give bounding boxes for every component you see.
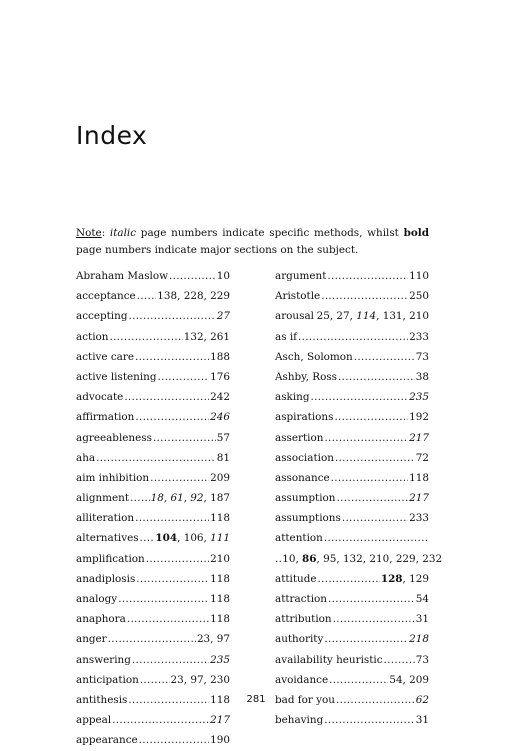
page-ref: 118 [210, 593, 230, 605]
page-ref: 176 [210, 370, 230, 383]
page-number: 281 [246, 694, 266, 705]
index-term: active care [76, 350, 134, 363]
page-ref: 31 [415, 613, 429, 626]
page-ref: 73 [415, 653, 429, 666]
index-term: attraction [275, 593, 327, 605]
index-term: appeal [76, 714, 112, 727]
index-entry [275, 710, 429, 730]
page-ref: 138, 228, 229 [157, 290, 230, 303]
page-ref: 118 [210, 693, 230, 706]
index-pages [210, 609, 230, 629]
index-entry [275, 589, 429, 609]
index-pages [317, 306, 429, 326]
index-entry [76, 670, 230, 690]
index-pages [409, 629, 429, 649]
dot-leader [140, 670, 170, 690]
page-ref: 192 [409, 411, 429, 424]
index-pages [210, 710, 230, 730]
index-pages [197, 629, 230, 649]
index-pages [210, 367, 230, 387]
index-entry [275, 327, 429, 347]
page-ref: 209 [210, 471, 230, 484]
index-pages [416, 650, 429, 670]
page-ref: 235 [210, 653, 230, 666]
index-term: Asch, Solomon [275, 350, 353, 363]
page-ref: 210 [210, 552, 230, 565]
page-ref: 23, 97 [196, 633, 230, 646]
page-ref: 118 [210, 572, 230, 585]
page-ref: 31 [415, 714, 429, 727]
note-bold-word: bold [403, 227, 429, 240]
dot-leader [132, 650, 209, 670]
index-pages [416, 448, 429, 468]
index-column-right [275, 266, 443, 730]
page-ref: 86 [302, 552, 317, 565]
page-ref: 217 [409, 431, 429, 444]
index-entry [275, 266, 429, 286]
index-entry [275, 508, 429, 528]
index-entry [76, 428, 230, 448]
page-ref: 118 [409, 471, 429, 484]
dot-leader [112, 710, 209, 730]
page-ref: 233 [409, 512, 429, 525]
index-entry [275, 387, 429, 407]
index-entry [76, 448, 230, 468]
dot-leader [328, 589, 415, 609]
page-ref: 38 [415, 370, 429, 383]
index-entry-continuation [275, 549, 443, 569]
note-text: : [101, 227, 110, 240]
index-term: agreeableness [76, 431, 152, 444]
index-entry [76, 569, 230, 589]
page-ref: 10 [216, 270, 230, 282]
index-term: attribution [275, 613, 332, 626]
index-pages [409, 488, 429, 508]
index-term: as if [275, 330, 297, 343]
note-label: Note [76, 227, 102, 240]
page-ref: 188 [210, 350, 230, 363]
index-term: alignment [76, 492, 130, 505]
index-term: action [76, 330, 109, 343]
index-entry [275, 488, 429, 508]
index-pages [210, 508, 230, 528]
index-pages [416, 347, 429, 367]
dot-leader [140, 528, 155, 548]
page-ref: 54 [415, 593, 429, 605]
page-ref: , 95, 132, 210, 229, 232 [316, 552, 443, 565]
index-term: availability heuristic [275, 653, 383, 666]
dot-leader [335, 448, 415, 468]
index-term: amplification [76, 552, 145, 565]
index-pages [184, 327, 230, 347]
index-pages [416, 367, 429, 387]
dot-leader [136, 569, 209, 589]
index-term: asking [275, 391, 310, 404]
index-term: behaving [275, 714, 324, 727]
index-entry [76, 407, 230, 427]
page-ref: 25, 27, [316, 310, 357, 323]
dot-leader [324, 710, 415, 730]
index-entry [275, 468, 429, 488]
dot-leader [130, 488, 150, 508]
index-entry [76, 629, 230, 649]
index-term: bad for you [275, 693, 335, 706]
index-column-left [76, 266, 230, 751]
dot-leader [337, 488, 409, 508]
index-pages [416, 710, 429, 730]
page-ref: 246 [210, 411, 230, 424]
index-term: arousal [275, 310, 314, 323]
dot-leader [324, 629, 408, 649]
dot-leader [354, 347, 415, 367]
index-entry [275, 650, 429, 670]
index-term: appearance [76, 734, 138, 747]
page-ref: 73 [415, 350, 429, 363]
index-pages [416, 589, 429, 609]
index-pages [409, 508, 429, 528]
page-ref: 10, [282, 552, 303, 565]
dot-leader [169, 266, 216, 286]
index-entry [76, 488, 230, 508]
page-ref: 190 [210, 734, 230, 747]
index-pages [151, 488, 230, 508]
index-term: affirmation [76, 411, 135, 424]
dot-leader [109, 327, 182, 347]
dot-leader [311, 387, 409, 407]
dot-leader [321, 286, 408, 306]
index-entry [76, 650, 230, 670]
index-entry [275, 448, 429, 468]
index-term: anadiplosis [76, 572, 136, 585]
dot-leader [298, 327, 408, 347]
dot-leader [96, 448, 216, 468]
page-ref: 218 [409, 633, 429, 646]
index-term: analogy [76, 593, 118, 605]
index-entry [76, 508, 230, 528]
dot-leader [108, 629, 196, 649]
index-term: aim inhibition [76, 471, 150, 484]
dot-leader [384, 650, 415, 670]
page-title: Index [76, 120, 148, 150]
dot-leader [127, 609, 209, 629]
index-term: authority [275, 633, 324, 646]
index-pages [157, 286, 230, 306]
index-term: answering [76, 653, 131, 666]
index-term: assertion [275, 431, 324, 444]
index-term: anaphora [76, 613, 126, 626]
index-entry [76, 468, 230, 488]
dot-leader [324, 428, 408, 448]
dot-leader [139, 730, 209, 750]
dot-leader [327, 266, 408, 286]
index-pages [210, 589, 230, 609]
page-ref: 110 [409, 270, 429, 282]
index-entry [76, 609, 230, 629]
index-entry [275, 428, 429, 448]
index-entry [76, 549, 230, 569]
page-ref: 242 [210, 391, 230, 404]
page-ref: 235 [409, 391, 429, 404]
index-pages [409, 387, 429, 407]
page-ref: , 131, 210 [376, 310, 429, 323]
index-pages [389, 670, 429, 690]
index-term: active listening [76, 370, 157, 383]
dot-leader [158, 367, 210, 387]
index-entry [275, 528, 429, 548]
index-term: argument [275, 270, 327, 282]
dot-leader [333, 609, 415, 629]
index-pages [409, 266, 429, 286]
index-term: Abraham Maslow [76, 270, 168, 282]
index-pages [409, 468, 429, 488]
index-pages [217, 448, 230, 468]
index-pages [210, 730, 230, 750]
page-ref: 104 [155, 532, 178, 545]
index-term: anger [76, 633, 107, 646]
index-note [76, 225, 429, 259]
page-ref: 118 [210, 512, 230, 525]
index-pages [210, 569, 230, 589]
note-text: page numbers indicate major sections on the subject. [76, 244, 359, 257]
index-term: attention [275, 532, 323, 545]
page-ref: 18, 61, 92 [150, 492, 204, 505]
page-ref: , 106, [177, 532, 211, 545]
page-ref: 62 [415, 693, 429, 706]
index-term: aha [76, 451, 96, 464]
index-entry [275, 367, 429, 387]
dot-leader [124, 387, 209, 407]
page-ref: 81 [216, 451, 230, 464]
index-pages [217, 428, 230, 448]
index-entry [76, 589, 230, 609]
page-ref: , 187 [203, 492, 230, 505]
index-term: antithesis [76, 693, 128, 706]
index-term: alliteration [76, 512, 135, 525]
page-ref: 118 [210, 613, 230, 626]
dot-leader [342, 508, 408, 528]
page-ref: 72 [415, 451, 429, 464]
index-term: assumption [275, 492, 336, 505]
dot-leader [329, 670, 388, 690]
index-entry [76, 528, 230, 548]
index-term: Aristotle [275, 290, 321, 303]
page-ref: 114 [356, 310, 377, 323]
dot-leader [338, 367, 415, 387]
page-ref: , 129 [402, 572, 429, 585]
page-ref: 111 [210, 532, 230, 545]
index-pages [210, 347, 230, 367]
note-text: page numbers indicate specific methods, whilst [136, 227, 404, 240]
page-ref: 27 [216, 310, 230, 323]
index-pages [210, 407, 230, 427]
index-pages [409, 428, 429, 448]
index-entry [76, 367, 230, 387]
index-entry [275, 347, 429, 367]
dot-leader [315, 306, 316, 326]
index-entry [275, 286, 429, 306]
index-entry [275, 407, 429, 427]
index-entry [76, 710, 230, 730]
index-term: accepting [76, 310, 128, 323]
index-pages [409, 286, 429, 306]
index-term: aspirations [275, 411, 334, 424]
page-ref: 54, 209 [389, 673, 429, 686]
index-term: acceptance [76, 290, 136, 303]
page-ref: 233 [409, 330, 429, 343]
note-italic-word: italic [109, 227, 137, 240]
dot-leader [118, 589, 209, 609]
index-pages [155, 528, 230, 548]
index-entry [275, 306, 429, 326]
page-ref: 23, 97, 230 [170, 673, 230, 686]
index-pages [409, 327, 429, 347]
dot-leader [135, 407, 209, 427]
page-ref: 217 [210, 714, 230, 727]
index-entry [275, 670, 429, 690]
index-entry [275, 569, 429, 589]
index-pages [171, 670, 231, 690]
dot-leader: .. [275, 552, 283, 565]
dot-leader [150, 468, 209, 488]
index-entry [76, 286, 230, 306]
index-pages [217, 266, 230, 286]
index-pages [409, 407, 429, 427]
dot-leader [331, 468, 408, 488]
index-pages [217, 306, 230, 326]
index-entry [76, 730, 230, 750]
index-pages [210, 387, 230, 407]
index-term: advocate [76, 391, 124, 404]
index-term: assonance [275, 471, 330, 484]
index-entry [76, 387, 230, 407]
dot-leader [128, 306, 215, 326]
index-pages [210, 650, 230, 670]
index-entry [76, 327, 230, 347]
dot-leader [318, 569, 380, 589]
dot-leader [334, 407, 408, 427]
dot-leader [135, 508, 209, 528]
index-pages [210, 549, 230, 569]
index-entry [275, 629, 429, 649]
page-ref: 57 [216, 431, 230, 444]
dot-leader [324, 528, 427, 548]
index-term: anticipation [76, 673, 139, 686]
page-ref: 128 [380, 572, 403, 585]
index-entry [76, 306, 230, 326]
index-term: association [275, 451, 334, 464]
index-term: avoidance [275, 673, 329, 686]
index-pages [381, 569, 429, 589]
index-entry [76, 266, 230, 286]
page-ref: 217 [409, 492, 429, 505]
index-term: Ashby, Ross [275, 370, 338, 383]
dot-leader [153, 428, 216, 448]
page-ref: 132, 261 [183, 330, 230, 343]
index-pages [210, 468, 230, 488]
page-ref: 250 [409, 290, 429, 303]
dot-leader [135, 347, 209, 367]
index-entry [275, 609, 429, 629]
dot-leader [146, 549, 209, 569]
index-term: assumptions [275, 512, 341, 525]
index-term: alternatives [76, 532, 139, 545]
index-pages [416, 609, 429, 629]
dot-leader [137, 286, 157, 306]
index-term: attitude [275, 572, 317, 585]
index-entry [76, 347, 230, 367]
